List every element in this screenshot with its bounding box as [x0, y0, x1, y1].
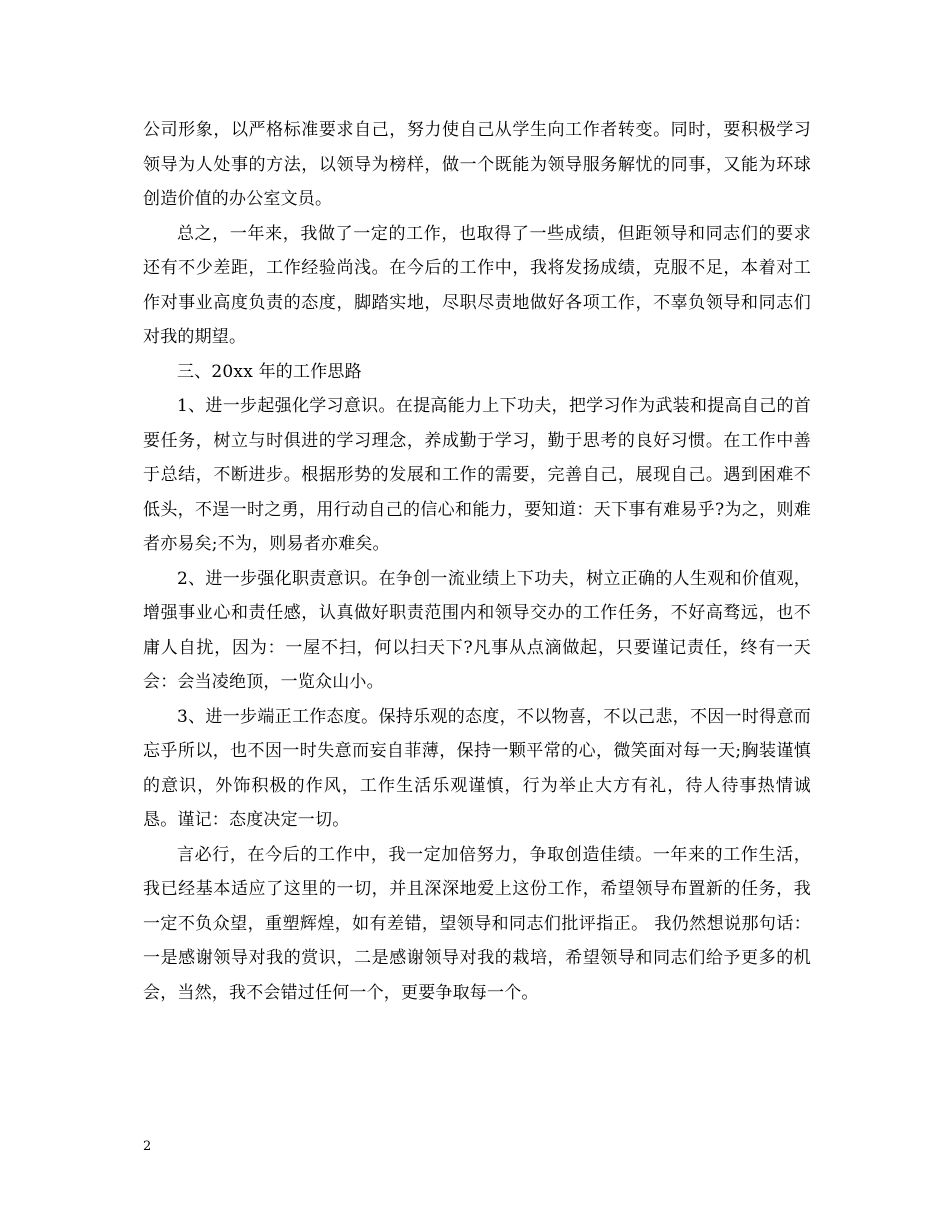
section-heading: 三、20xx 年的工作思路 — [177, 361, 362, 382]
page-number: 2 — [143, 1139, 152, 1154]
paragraph-2: 总之，一年来，我做了一定的工作，也取得了一些成绩，但距领导和同志们的要求还有不少差距，工作经验尚浅。在今后的工作中，我将发扬成绩，克服不足，本着对工作对事业高度负责的态度，脚踏实地，尽职尽责地做好各项工作，不辜负领导和同志们对我的期望。 — [143, 223, 811, 347]
paragraph-item-3: 3、进一步端正工作态度。保持乐观的态度，不以物喜，不以己悲，不因一时得意而忘乎所以，也不因一时失意而妄自菲薄，保持一颗平常的心，微笑面对每一天;胸装谨慎的意识，外饰积极的作风，工作生活乐观谨慎，行为举止大方有礼，待人待事热情诚恳。谨记：态度决定一切。 — [143, 706, 811, 830]
paragraph-item-2: 2、进一步强化职责意识。在争创一流业绩上下功夫，树立正确的人生观和价值观，增强事业心和责任感，认真做好职责范围内和领导交办的工作任务，不好高骛远，也不庸人自扰，因为：一屋不扫，何以扫天下?凡事从点滴做起，只要谨记责任，终有一天会：会当凌绝顶，一览众山小。 — [143, 568, 811, 692]
document-body — [143, 113, 811, 1010]
paragraph-1: 公司形象，以严格标准要求自己，努力使自己从学生向工作者转变。同时，要积极学习领导为人处事的方法，以领导为榜样，做一个既能为领导服务解忧的同事，又能为环球创造价值的办公室文员。 — [143, 120, 811, 209]
paragraph-item-1: 1、进一步起强化学习意识。在提高能力上下功夫，把学习作为武装和提高自己的首要任务，树立与时俱进的学习理念，养成勤于学习，勤于思考的良好习惯。在工作中善于总结，不断进步。根据形势的发展和工作的需要，完善自己，展现自己。遇到困难不低头，不逞一时之勇，用行动自己的信心和能力，要知道：天下事有难易乎?为之，则难者亦易矣;不为，则易者亦难矣。 — [143, 396, 811, 554]
paragraph-closing: 言必行，在今后的工作中，我一定加倍努力，争取创造佳绩。一年来的工作生活，我已经基本适应了这里的一切，并且深深地爱上这份工作，希望领导布置新的任务，我一定不负众望，重塑辉煌，如有差错，望领导和同志们批评指正。 我仍然想说那句话：一是感谢领导对我的赏识，二是感谢领导对我的栽培，希望领导和同志们给予更多的机会，当然，我不会错过任何一个，更要争取每一个。 — [143, 844, 811, 1003]
